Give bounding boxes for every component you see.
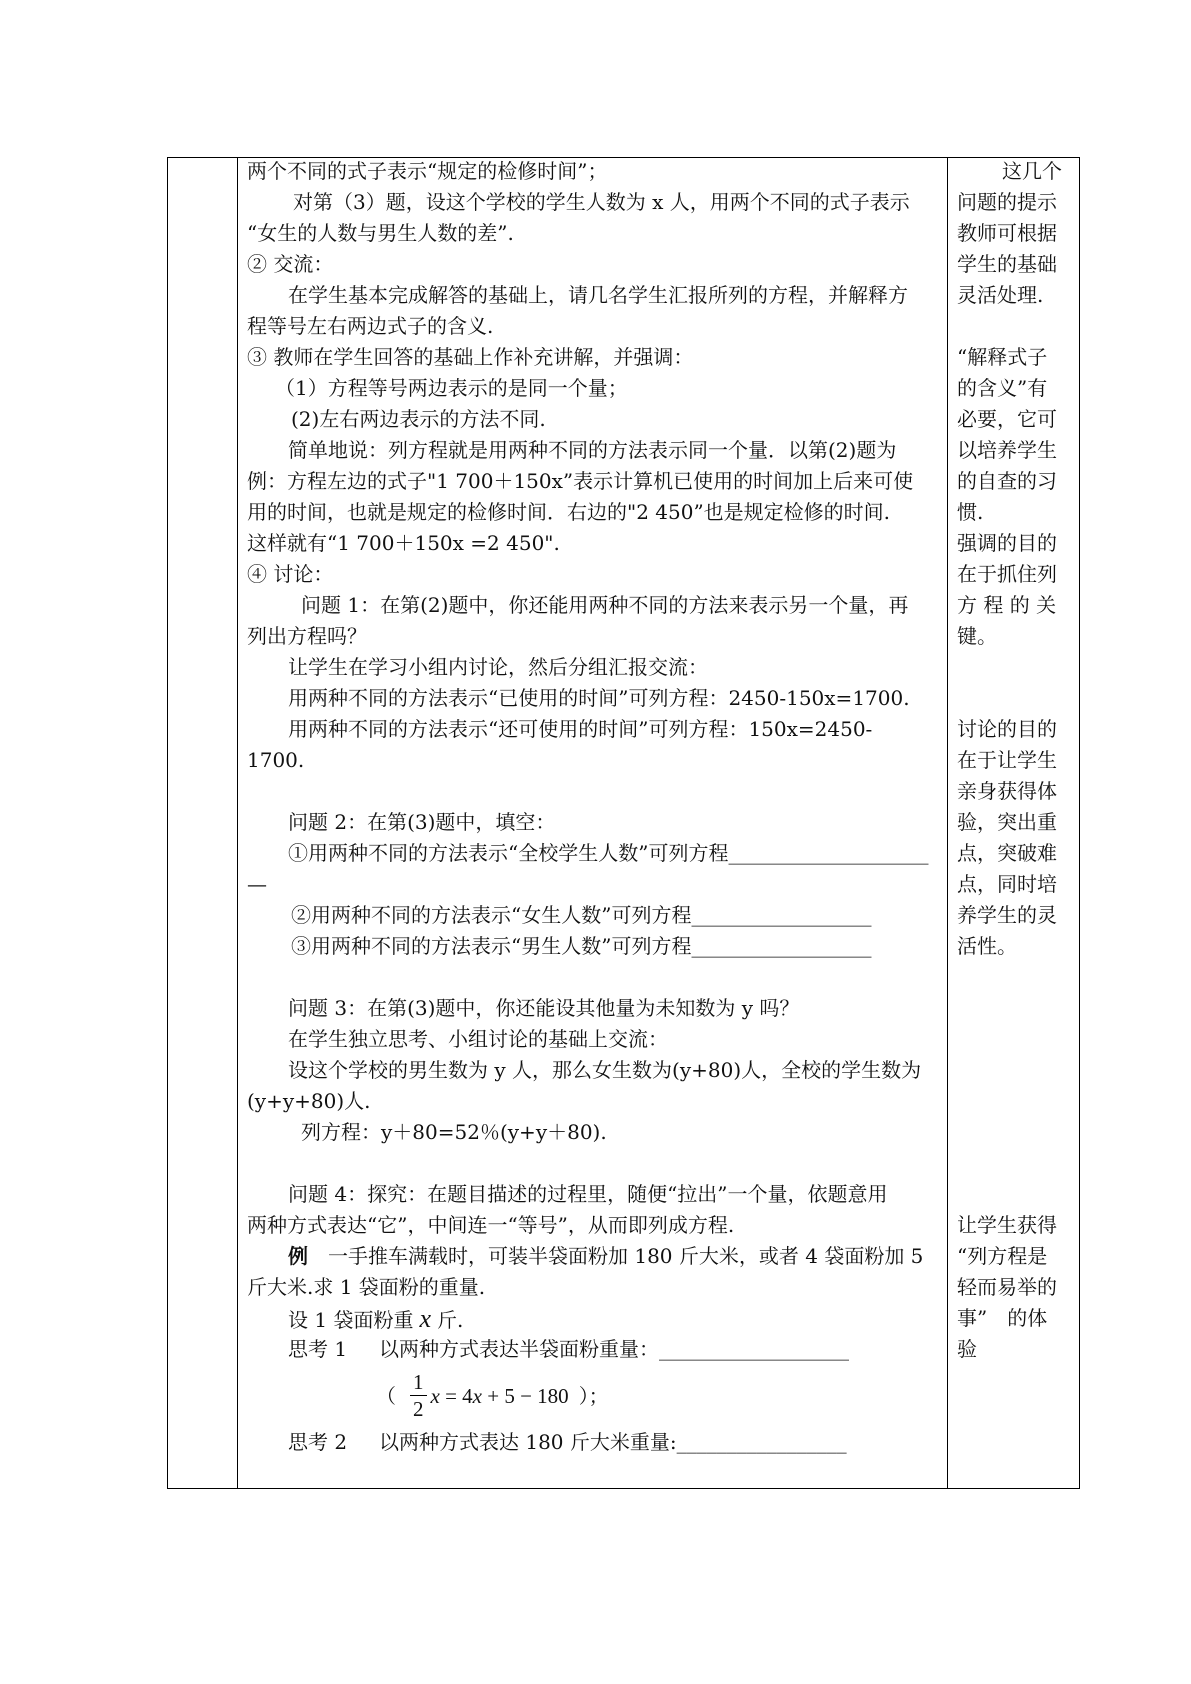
text-line: 简单地说：列方程就是用两种不同的方法表示同一个量．以第(2)题为 [288,438,897,462]
note-line: 以培养学生 [957,438,1057,462]
think-2-text: 以两种方式表达 180 斤大米重量: [379,1430,677,1454]
text-line: 对第（3）题，设这个学校的学生人数为 x 人，用两个不同的式子表示 [293,190,910,214]
note-line: 强调的目的 [957,531,1057,555]
text-line: “女生的人数与男生人数的差”. [247,221,514,245]
text-line: 用两种不同的方法表示“还可使用的时间”可列方程：150x=2450- [288,717,873,741]
think-2-line [237,1427,945,1458]
think-1-answer [237,1365,945,1427]
fraction-numerator: 1 [410,1372,427,1396]
note-line: 事” 的体 [957,1306,1048,1330]
note-line: 讨论的目的 [957,717,1057,741]
blank-line [948,962,1078,993]
note-line: 这几个 [1002,159,1062,183]
note-line: 方 程 的 关 [957,593,1057,617]
text-line: 在学生独立思考、小组讨论的基础上交流： [288,1027,668,1051]
note-line: 验，突出重 [957,810,1057,834]
let-prefix: 设 1 袋面粉重 [288,1308,414,1332]
fraction-one-half [410,1372,427,1420]
question-4: 问题 4：探究：在题目描述的过程里，随便“拉出”一个量，依题意用 [288,1182,888,1206]
think-2-blank: _________________ [676,1430,847,1454]
question-2: 问题 2：在第(3)题中，填空： [288,810,556,834]
text-line: 在学生基本完成解答的基础上，请几名学生汇报所列的方程，并解释方 [288,283,908,307]
text-line: 用的时间，也就是规定的检修时间．右边的"2 450”也是规定检修的时间. [247,500,891,524]
answer-open-paren: （ [376,1384,396,1408]
fill-in-line: ②用两种不同的方法表示“女生人数”可列方程__________________ [291,903,872,927]
note-line: 在于抓住列 [957,562,1057,586]
note-line: 的自查的习 [957,469,1057,493]
think-2-label: 思考 2 [288,1430,348,1454]
example-label: 例 [288,1244,308,1268]
note-line: “解释式子 [957,345,1048,369]
section-heading-exchange: ② 交流： [247,252,334,276]
note-line: 键。 [957,624,997,648]
equation-line: 列方程：y＋80=52％(y+y＋80). [301,1120,607,1144]
expr-var-x: x [472,1384,482,1408]
note-line: 教师可根据 [957,221,1057,245]
text-line: 让学生在学习小组内讨论，然后分组汇报交流： [288,655,708,679]
blank-line [948,1179,1078,1210]
blank-line [948,1148,1078,1179]
answer-close-paren: ）； [578,1384,609,1408]
fraction-denominator: 2 [413,1397,424,1421]
variable-x: x [419,1304,431,1333]
text-line: 两种方式表达“它”，中间连一“等号”，从而即列成方程. [247,1213,735,1237]
question-1: 问题 1：在第(2)题中，你还能用两种不同的方法来表示另一个量，再 [301,593,909,617]
blank-line [948,1086,1078,1117]
blank-line [948,683,1078,714]
note-line: 学生的基础 [957,252,1057,276]
blank-line [948,652,1078,683]
text-line: — [247,872,267,896]
example-line [237,1241,945,1272]
section-heading-explain: ③ 教师在学生回答的基础上作补充讲解，并强调： [247,345,694,369]
text-line: 设这个学校的男生数为 y 人，那么女生数为(y+80)人，全校的学生数为 [288,1058,922,1082]
note-line: “列方程是 [957,1244,1048,1268]
note-line: 验 [957,1337,977,1361]
example-text: 一手推车满载时，可装半袋面粉加 180 斤大米，或者 4 袋面粉加 5 [328,1244,924,1268]
stage-column [167,157,237,1489]
blank-line [237,1148,945,1179]
let-suffix: 斤. [437,1308,464,1332]
note-line: 点，同时培 [957,872,1057,896]
blank-line [948,993,1078,1024]
text-line: 这样就有“1 700＋150x =2 450". [247,531,560,555]
note-line: 灵活处理. [957,283,1044,307]
note-line: 的含义”有 [957,376,1048,400]
text-line: 程等号左右两边式子的含义. [247,314,494,338]
blank-line [948,1024,1078,1055]
note-line: 问题的提示 [957,190,1057,214]
note-line: 亲身获得体 [957,779,1057,803]
expr-var-x: x [430,1384,440,1408]
expr-rest: + 5 − 180 [482,1384,569,1408]
note-line: 必要，它可 [957,407,1057,431]
section-heading-discussion: ④ 讨论： [247,562,334,586]
blank-line [237,962,945,993]
text-line: 斤大米.求 1 袋面粉的重量. [247,1275,486,1299]
text-line: 例：方程左边的式子"1 700＋150x”表示计算机已使用的时间加上后来可使 [247,469,914,493]
let-line [237,1303,945,1334]
think-1-line [237,1334,945,1365]
note-line: 轻而易举的 [957,1275,1057,1299]
fill-in-line: ①用两种不同的方法表示“全校学生人数”可列方程____________________ [288,841,929,865]
design-notes-column [948,156,1078,1488]
blank-line [948,1055,1078,1086]
note-line: 在于让学生 [957,748,1057,772]
note-line: 惯. [957,500,984,524]
note-line: 点，突破难 [957,841,1057,865]
think-1-blank: ___________________ [659,1337,849,1361]
blank-line [948,311,1078,342]
think-1-label: 思考 1 [288,1337,348,1361]
teaching-process-column [237,156,945,1488]
question-3: 问题 3：在第(3)题中，你还能设其他量为未知数为 y 吗？ [288,996,800,1020]
note-line: 活性。 [957,934,1017,958]
text-line: 列出方程吗？ [247,624,367,648]
note-line: 让学生获得 [957,1213,1057,1237]
text-line: (y+y+80)人. [247,1089,371,1113]
think-1-text: 以两种方式表达半袋面粉重量： [379,1337,659,1361]
fill-in-line: ③用两种不同的方法表示“男生人数”可列方程__________________ [291,934,872,958]
text-line: （1）方程等号两边表示的是同一个量； [275,376,628,400]
text-line: 用两种不同的方法表示“已使用的时间”可列方程：2450-150x=1700. [288,686,910,710]
text-line: (2)左右两边表示的方法不同. [291,407,546,431]
blank-line [237,776,945,807]
text-line: 1700. [247,748,305,772]
blank-line [948,1117,1078,1148]
expr-equals: = 4 [439,1384,473,1408]
text-line: 两个不同的式子表示“规定的检修时间”； [247,159,608,183]
note-line: 养学生的灵 [957,903,1057,927]
